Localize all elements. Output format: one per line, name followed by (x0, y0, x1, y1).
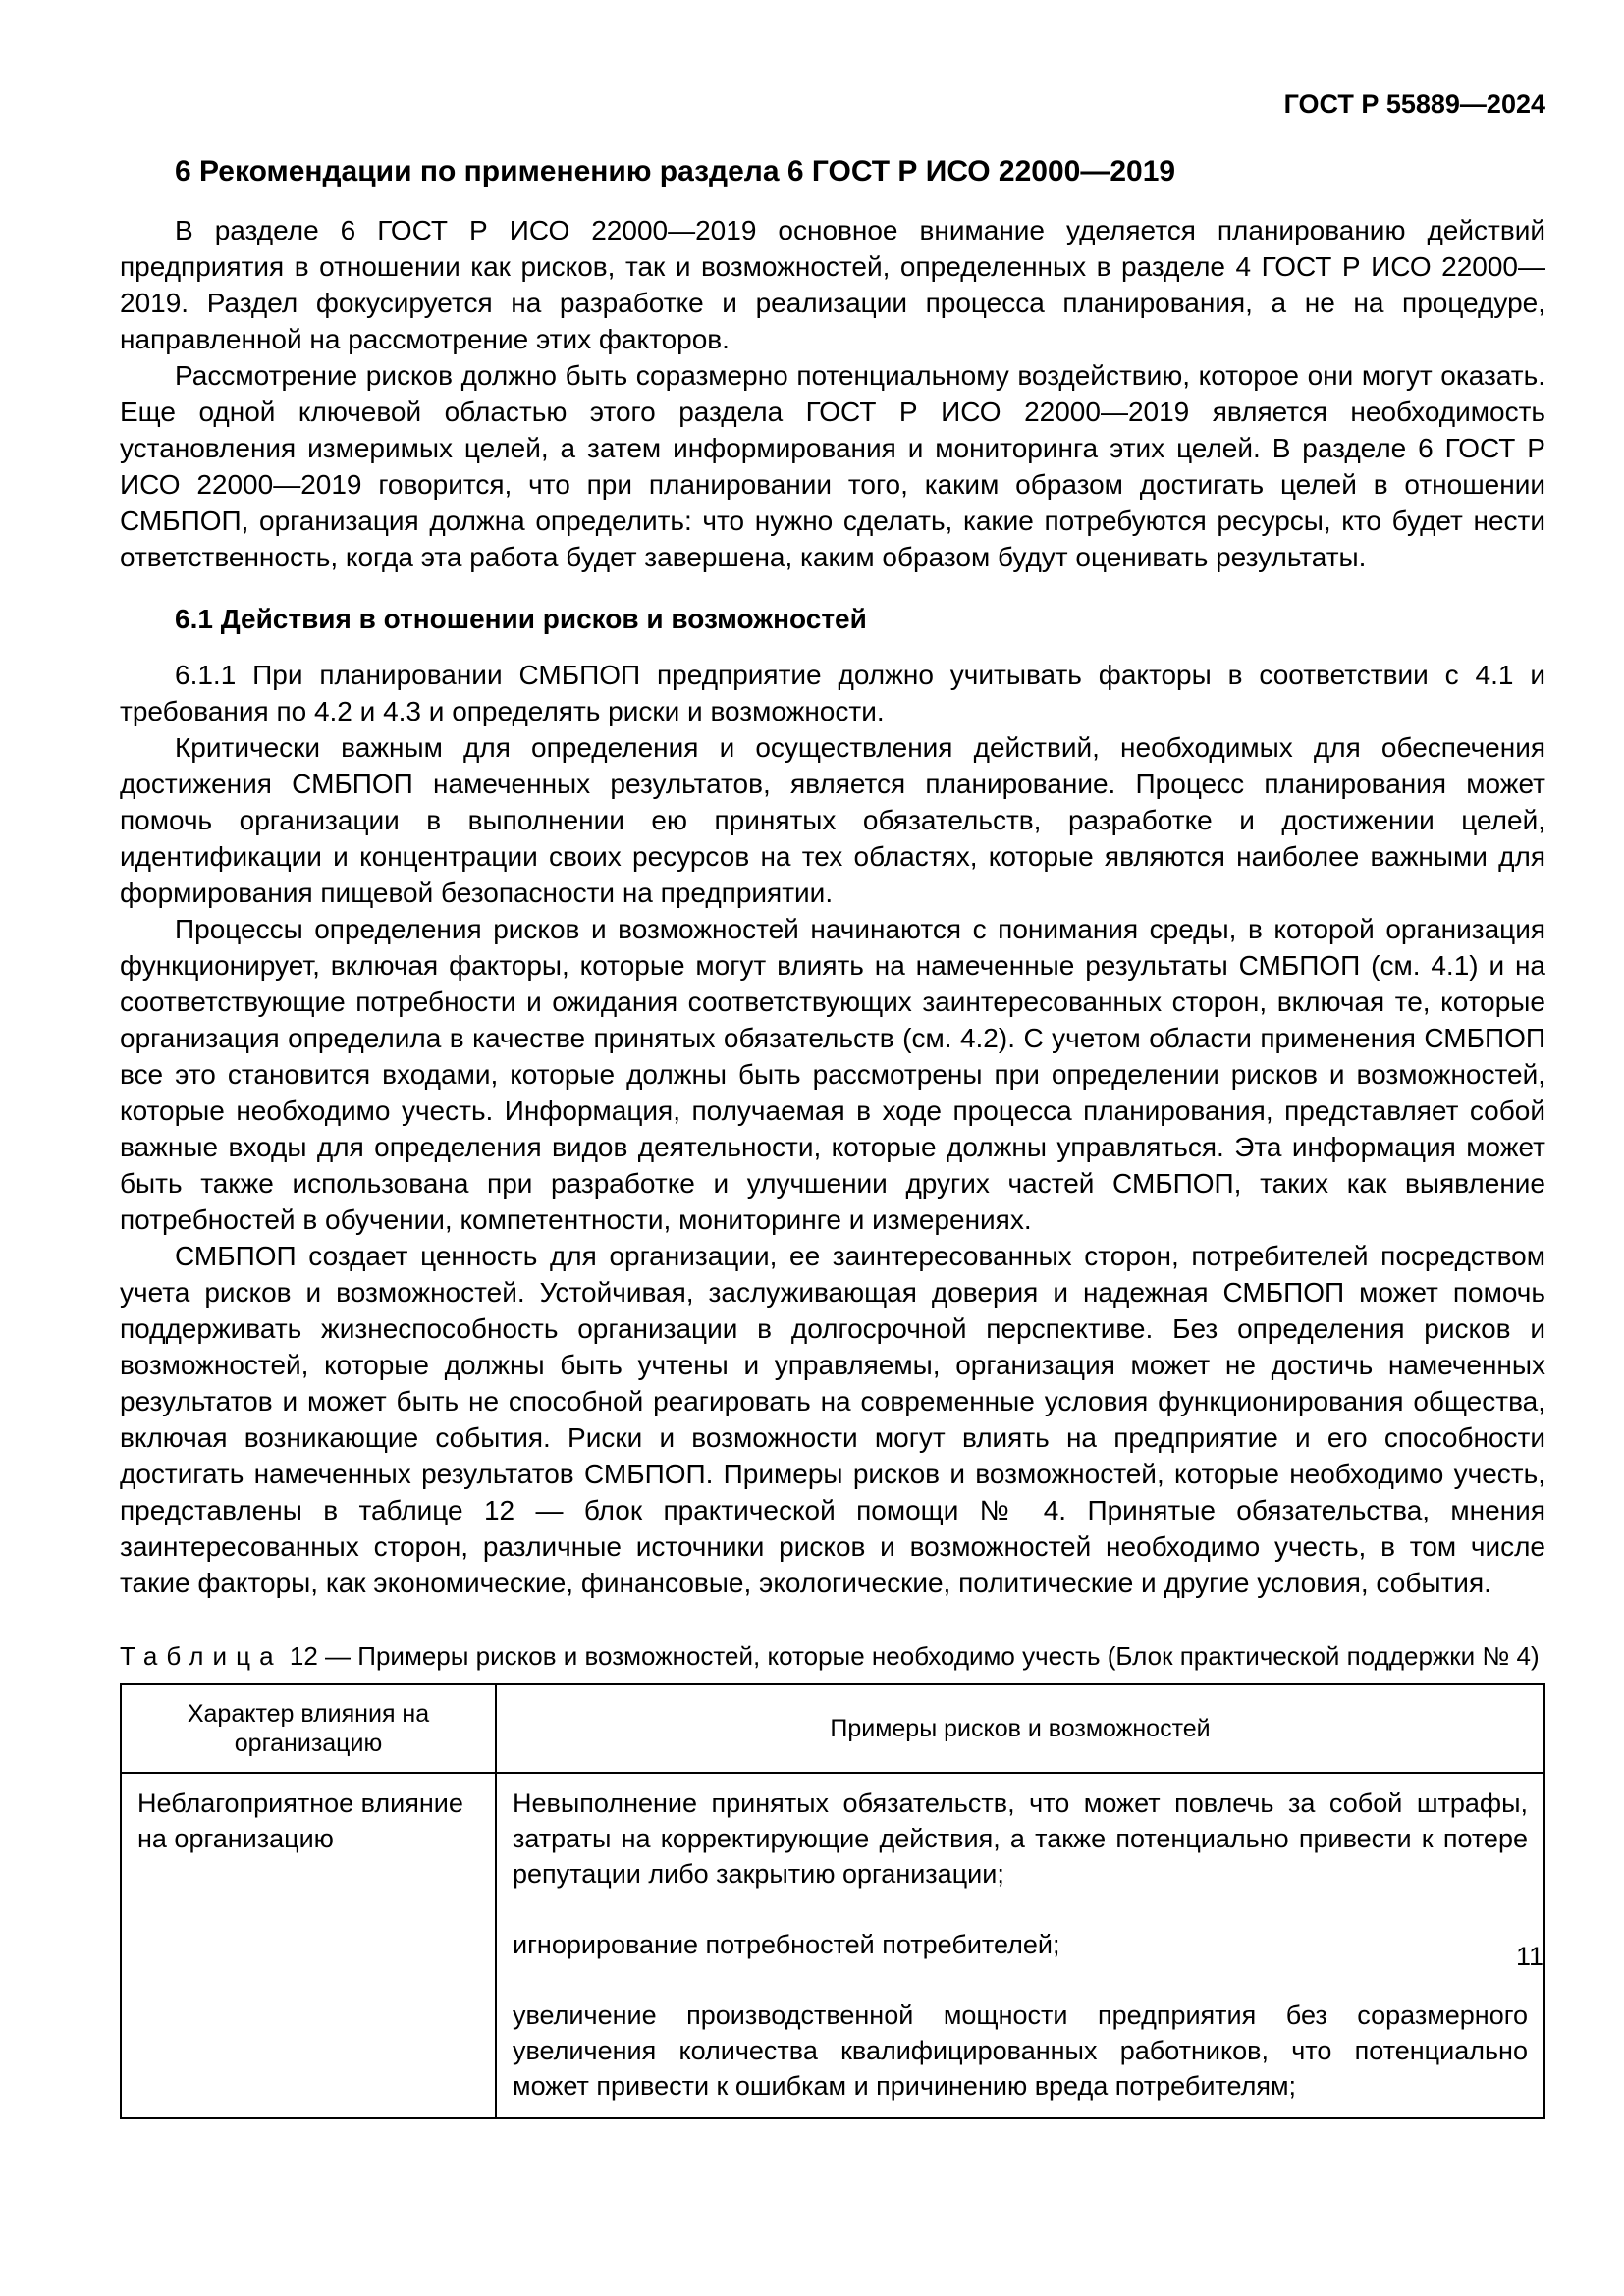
table-header-row (121, 1684, 1544, 1773)
table-caption-number: 12 (289, 1641, 318, 1671)
paragraph: СМБПОП создает ценность для организации, ее заинтересованных сторон, потребителей посредством учета рисков и возможностей. Устойчивая, заслуживающая доверия и надежная СМБПОП может помочь поддерживать жизнеспособность организации в долгосрочной перспективе. Без определения рисков и возможностей, которые должны быть учтены и управляемы, организация может не достичь намеченных результатов и может быть не способной реагировать на современные условия функционирования общества, включая возникающие события. Риски и возможности могут влиять на предприятие и его способности достигать намеченных результатов СМБПОП. Примеры рисков и возможностей, которые необходимо учесть, представлены в таблице 12 — блок практической помощи № 4. Принятые обязательства, мнения заинтересованных сторон, различные источники рисков и возможностей необходимо учесть, в том числе такие факторы, как экономические, финансовые, экологические, политические и другие условия, события. (120, 1241, 1545, 1598)
paragraph: Процессы определения рисков и возможностей начинаются с понимания среды, в которой организация функционирует, включая факторы, которые могут влиять на намеченные результаты СМБПОП (см. 4.1) и на соответствующие потребности и ожидания соответствующих заинтересованных сторон, включая те, которые организация определила в качестве принятых обязательств (см. 4.2). С учетом области применения СМБПОП все это становится входами, которые должны быть рассмотрены при определении рисков и возможностей, которые необходимо учесть. Информация, получаемая в ходе процесса планирования, представляет собой важные входы для определения видов деятельности, которые должны управляться. Эта информация может быть также использована при разработке и улучшении других частей СМБПОП, таких как выявление потребностей в обучении, компетентности, мониторинге и измерениях. (120, 914, 1545, 1235)
table-caption-label: Таблица (120, 1641, 283, 1671)
paragraph: Рассмотрение рисков должно быть соразмерно потенциальному воздействию, которое они могут оказать. Еще одной ключевой областью этого раздела ГОСТ Р ИСО 22000—2019 является необходимость установления измеримых целей, а затем информирования и мониторинга этих целей. В разделе 6 ГОСТ Р ИСО 22000—2019 говорится, что при планировании того, каким образом достигать целей в отношении СМБПОП, организация должна определить: что нужно сделать, какие потребуются ресурсы, кто будет нести ответственность, когда эта работа будет завершена, каким образом будут оценивать результаты. (120, 360, 1545, 572)
table-caption-text: — Примеры рисков и возможностей, которые необходимо учесть (Блок практической поддержки № 4) (325, 1641, 1540, 1671)
table-caption (120, 1640, 1545, 1672)
paragraph: Критически важным для определения и осуществления действий, необходимых для обеспечения достижения СМБПОП намеченных результатов, является планирование. Процесс планирования может помочь организации в выполнении ею принятых обязательств, разработке и достижении целей, идентификации и концентрации своих ресурсов на тех областях, которые являются наиболее важными для формирования пищевой безопасности на предприятии. (120, 732, 1545, 908)
example-item: Невыполнение принятых обязательств, что может повлечь за собой штрафы, затраты на корректирующие действия, а также потенциально привести к потере репутации либо закрытию организации; (513, 1789, 1528, 1889)
table-cell-nature: Неблагоприятное влияние на организацию (121, 1773, 496, 2118)
table-cell-examples (496, 1773, 1544, 2118)
table-header-examples: Примеры рисков и возможностей (496, 1684, 1544, 1773)
paragraph: В разделе 6 ГОСТ Р ИСО 22000—2019 основное внимание уделяется планированию действий предприятия в отношении как рисков, так и возможностей, определенных в разделе 4 ГОСТ Р ИСО 22000—2019. Раздел фокусируется на разработке и реализации процесса планирования, а не на процедуре, направленной на рассмотрение этих факторов. (120, 215, 1545, 354)
section-6-1-title: 6.1 Действия в отношении рисков и возможностей (175, 604, 867, 634)
paragraph: 6.1.1 При планировании СМБПОП предприятие должно учитывать факторы в соответствии с 4.1 и требования по 4.2 и 4.3 и определять риски и возможности. (120, 660, 1545, 726)
running-header: ГОСТ Р 55889—2024 (1283, 89, 1545, 119)
table-row (121, 1773, 1544, 2118)
example-item: игнорирование потребностей потребителей; (513, 1930, 1060, 1959)
example-item: увеличение производственной мощности предприятия без соразмерного увеличения количества квалифицированных работников, что потенциально может привести к ошибкам и причинению вреда потребителям; (513, 2001, 1528, 2101)
table-header-nature: Характер влияния на организацию (121, 1684, 496, 1773)
page-number: 11 (1515, 1942, 1543, 1971)
table-12 (120, 1683, 1545, 2119)
section-6-title: 6 Рекомендации по применению раздела 6 ГОСТ Р ИСО 22000—2019 (175, 155, 1176, 187)
